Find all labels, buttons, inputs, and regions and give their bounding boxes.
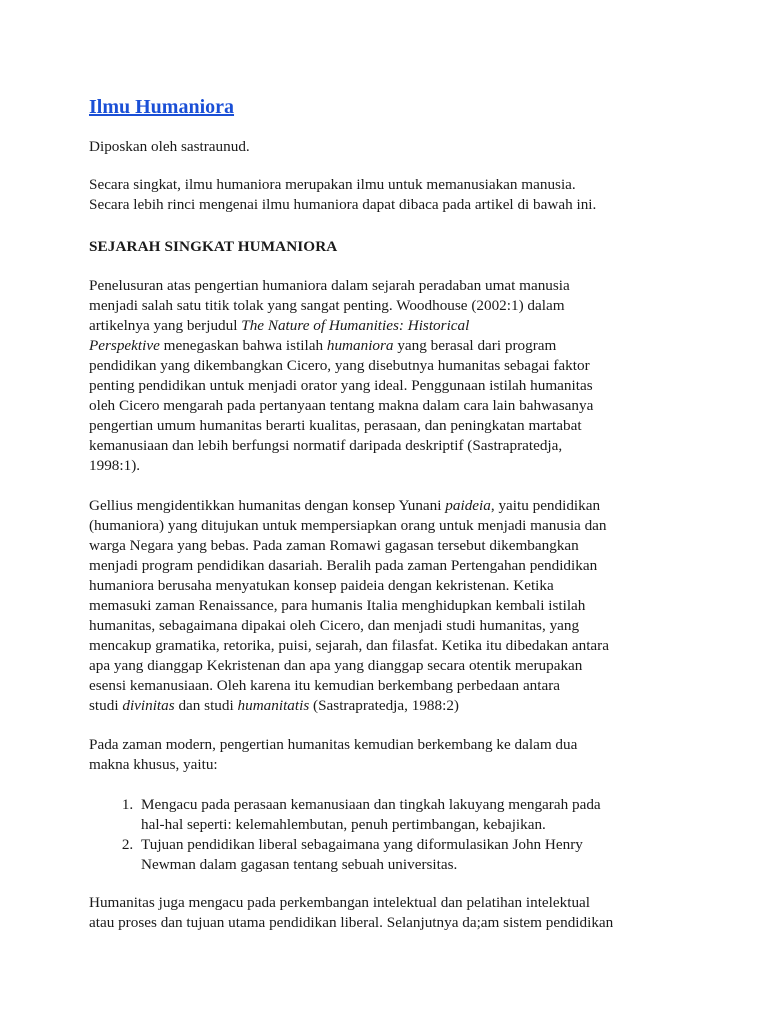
text-line: esensi kemanusiaan. Oleh karena itu kemudian berkembang perbedaan antara <box>89 677 561 694</box>
term-italic: paideia <box>445 497 491 514</box>
text-line: Gellius mengidentikkan humanitas dengan konsep Yunani paideia, yaitu pendidikan <box>89 497 601 514</box>
term-italic: divinitas <box>122 697 175 714</box>
term-italic: humanitatis <box>237 697 310 714</box>
text-line: mencakup gramatika, retorika, puisi, sejarah, dan filasfat. Ketika itu dibedakan antara <box>89 637 609 654</box>
text-line: Pada zaman modern, pengertian humanitas kemudian berkembang ke dalam dua <box>89 736 578 753</box>
paragraph-history-2 <box>89 496 684 716</box>
text-line: Secara lebih rinci mengenai ilmu humaniora dapat dibaca pada artikel di bawah ini. <box>89 196 597 213</box>
text-line: 1998:1). <box>89 457 141 474</box>
text-line: Penelusuran atas pengertian humaniora dalam sejarah peradaban umat manusia <box>89 277 570 294</box>
text-line: makna khusus, yaitu: <box>89 756 218 773</box>
list-item <box>137 835 684 875</box>
text-line: humanitas, sebagaimana dipakai oleh Cicero, dan menjadi studi humanitas, yang <box>89 617 580 634</box>
text-line: artikelnya yang berjudul The Nature of Humanities: Historical <box>89 317 470 334</box>
page-title <box>89 93 684 121</box>
text-line: Perspektive menegaskan bahwa istilah humaniora yang berasal dari program <box>89 337 557 354</box>
text-line: Secara singkat, ilmu humaniora merupakan ilmu untuk memanusiakan manusia. <box>89 176 576 193</box>
text-line: kemanusiaan dan lebih berfungsi normatif daripada deskriptif (Sastrapratedja, <box>89 437 563 454</box>
text-line: 1. Mengacu pada perasaan kemanusiaan dan tingkah lakuyang mengarah pada <box>141 796 601 813</box>
section-heading: SEJARAH SINGKAT HUMANIORA <box>89 238 338 255</box>
text-line: pengertian umum humanitas berarti kualitas, perasaan, dan peningkatan martabat <box>89 417 582 434</box>
text-line: Newman dalam gagasan tentang sebuah universitas. <box>141 856 458 873</box>
paragraph-history-1 <box>89 276 684 476</box>
text-line: penting pendidikan untuk menjadi orator yang ideal. Penggunaan istilah humanitas <box>89 377 593 394</box>
text-line: menjadi program pendidikan dasariah. Beralih pada zaman Pertengahan pendidikan <box>89 557 598 574</box>
text-line: Humanitas juga mengacu pada perkembangan intelektual dan pelatihan intelektual <box>89 894 591 911</box>
text-line: atau proses dan tujuan utama pendidikan liberal. Selanjutnya da;am sistem pendidikan <box>89 914 614 931</box>
author-line: Diposkan oleh sastraunud. <box>89 138 250 155</box>
paragraph-liberal <box>89 893 684 933</box>
term-italic: humaniora <box>326 337 394 354</box>
text-line: hal-hal seperti: kelemahlembutan, penuh pertimbangan, kebajikan. <box>141 816 546 833</box>
list-item <box>137 795 684 835</box>
text-line: pendidikan yang dikembangkan Cicero, yang disebutnya humanitas sebagai faktor <box>89 357 590 374</box>
book-title: Perspektive <box>89 337 160 354</box>
text-line: (humaniora) yang ditujukan untuk mempersiapkan orang untuk menjadi manusia dan <box>89 517 607 534</box>
book-title: The Nature of Humanities: Historical <box>241 317 470 334</box>
meaning-list <box>89 795 684 875</box>
text-line: apa yang dianggap Kekristenan dan apa yang dianggap secara otentik merupakan <box>89 657 583 674</box>
text-line: oleh Cicero mengarah pada pertanyaan tentang makna dalam cara lain bahwasanya <box>89 397 594 414</box>
text-line: 2. Tujuan pendidikan liberal sebagaimana yang diformulasikan John Henry <box>141 836 583 853</box>
title-link[interactable]: Ilmu Humaniora <box>89 96 235 118</box>
text-line: menjadi salah satu titik tolak yang sangat penting. Woodhouse (2002:1) dalam <box>89 297 565 314</box>
text-line: studi divinitas dan studi humanitatis (Sastrapratedja, 1988:2) <box>89 697 459 714</box>
text-line: memasuki zaman Renaissance, para humanis Italia menghidupkan kembali istilah <box>89 597 586 614</box>
text-line: warga Negara yang bebas. Pada zaman Romawi gagasan tersebut dikembangkan <box>89 537 579 554</box>
text-line: humaniora berusaha menyatukan konsep paideia dengan kekristenan. Ketika <box>89 577 554 594</box>
intro-paragraph <box>89 175 684 215</box>
paragraph-modern <box>89 735 684 775</box>
